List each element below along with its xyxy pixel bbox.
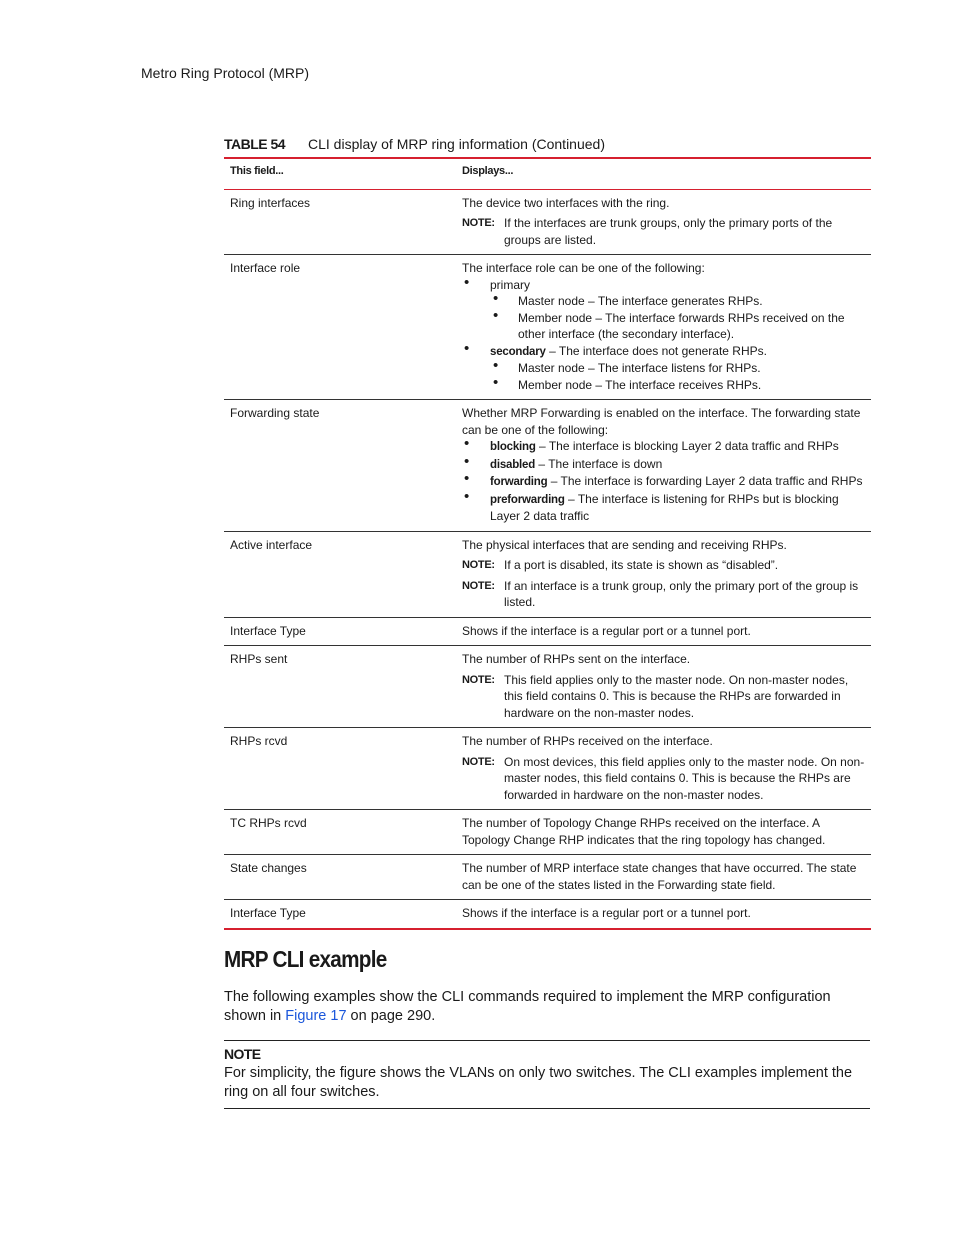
note-text: This field applies only to the master node. On non-master nodes, this field contains 0. This is because the RHPs are forwarded in hardware on the non-master nodes. xyxy=(504,672,849,720)
state-keyword: disabled xyxy=(490,458,536,471)
role-text: – The interface does not generate RHPs. xyxy=(545,343,767,358)
role-list xyxy=(462,277,865,394)
list-item: • Member node – The interface receives RHPs. xyxy=(490,377,865,394)
field-name: State changes xyxy=(224,855,456,900)
role-keyword: secondary xyxy=(490,345,546,358)
field-name: Interface Type xyxy=(224,900,456,929)
note-text: If the interfaces are trunk groups, only the primary ports of the groups are listed. xyxy=(504,216,833,247)
description-text: The device two interfaces with the ring. xyxy=(462,195,670,210)
list-item xyxy=(462,456,865,474)
field-name: RHPs rcvd xyxy=(224,728,456,810)
list-item xyxy=(462,491,865,525)
role-name: primary xyxy=(490,277,531,292)
mrp-info-table xyxy=(224,157,871,930)
list-item: • Master node – The interface generates RHPs. xyxy=(490,293,865,310)
table-row xyxy=(224,728,871,810)
field-description: Shows if the interface is a regular port or a tunnel port. xyxy=(456,900,871,929)
description-text: The number of RHPs received on the interface. xyxy=(462,734,713,748)
field-description xyxy=(456,400,871,532)
list-item xyxy=(462,277,865,343)
field-name: RHPs sent xyxy=(224,646,456,728)
state-keyword: blocking xyxy=(490,441,536,453)
table-row xyxy=(224,855,871,900)
table-row xyxy=(224,531,871,617)
intro-paragraph xyxy=(224,988,870,1026)
note xyxy=(462,672,865,722)
state-keyword: forwarding xyxy=(490,476,548,488)
note-box xyxy=(224,1040,870,1109)
table-row xyxy=(224,189,871,255)
field-description xyxy=(456,646,871,728)
note-label: NOTE: xyxy=(462,217,495,229)
table-title: CLI display of MRP ring information (Continued) xyxy=(308,136,605,152)
note xyxy=(462,215,865,248)
note-text: If an interface is a trunk group, only the primary port of the group is listed. xyxy=(504,578,859,609)
list-item xyxy=(462,343,865,394)
list-item: • Master node – The interface listens for RHPs. xyxy=(490,360,865,377)
field-description: The number of MRP interface state changes that have occurred. The state can be one of the states listed in the Forwarding state field. xyxy=(456,855,871,900)
column-header-displays: Displays... xyxy=(456,158,871,189)
state-list xyxy=(462,438,865,525)
column-header-field: This field... xyxy=(224,158,456,189)
note-heading: NOTE xyxy=(224,1046,261,1062)
field-description: The number of Topology Change RHPs received on the interface. A Topology Change RHP indicates that the ring topology has changed. xyxy=(456,810,871,855)
list-item: • Member node – The interface forwards RHPs received on the other interface (the secondary interface). xyxy=(490,310,865,343)
sub-list xyxy=(490,293,865,343)
note-body: For simplicity, the figure shows the VLANs on only two switches. The CLI examples implement the ring on all four switches. xyxy=(224,1065,853,1100)
description-text: The interface role can be one of the following: xyxy=(462,261,705,275)
note-label: NOTE: xyxy=(462,559,495,571)
table-row xyxy=(224,617,871,646)
field-description: Shows if the interface is a regular port or a tunnel port. xyxy=(456,617,871,646)
table-row xyxy=(224,646,871,728)
paragraph-text-end: on page 290. xyxy=(346,1008,436,1024)
description-text: Whether MRP Forwarding is enabled on the interface. The forwarding state can be one of the following: xyxy=(462,406,861,437)
running-head: Metro Ring Protocol (MRP) xyxy=(141,65,310,81)
table-label: TABLE 54 xyxy=(224,136,286,152)
state-text: – The interface is blocking Layer 2 data traffic and RHPs xyxy=(535,439,839,453)
field-name: Interface role xyxy=(224,255,456,400)
list-item xyxy=(462,438,865,456)
state-text: – The interface is forwarding Layer 2 data traffic and RHPs xyxy=(547,474,863,488)
note xyxy=(462,557,865,574)
note-text: If a port is disabled, its state is shown as “disabled”. xyxy=(504,558,779,572)
note-text: On most devices, this field applies only to the master node. On non-master nodes, this field contains 0. This is because the RHPs are forwarded in hardware on the non-master nodes. xyxy=(504,754,865,802)
table-caption xyxy=(224,136,605,152)
state-keyword: preforwarding xyxy=(490,493,565,506)
table-row xyxy=(224,400,871,532)
table-row xyxy=(224,900,871,929)
paragraph-text: The following examples show the CLI commands required to implement the MRP configuration shown in xyxy=(224,989,831,1024)
state-text: – The interface is down xyxy=(535,456,663,471)
figure-link[interactable]: Figure 17 xyxy=(285,1008,347,1024)
field-name: Forwarding state xyxy=(224,400,456,532)
description-text: The number of RHPs sent on the interface. xyxy=(462,652,691,666)
note-label: NOTE: xyxy=(462,673,495,686)
table-row xyxy=(224,255,871,400)
note-label: NOTE: xyxy=(462,579,495,592)
field-description xyxy=(456,189,871,255)
field-name: Interface Type xyxy=(224,617,456,646)
list-item xyxy=(462,473,865,491)
section-heading: MRP CLI example xyxy=(224,946,387,972)
table-row xyxy=(224,810,871,855)
description-text: The physical interfaces that are sending and receiving RHPs. xyxy=(462,537,787,552)
field-name: TC RHPs rcvd xyxy=(224,810,456,855)
note xyxy=(462,754,865,804)
note-label: NOTE: xyxy=(462,755,495,768)
state-text: – The interface is listening for RHPs but is blocking Layer 2 data traffic xyxy=(490,491,839,523)
field-name: Active interface xyxy=(224,531,456,617)
note xyxy=(462,578,865,611)
field-description xyxy=(456,255,871,400)
field-description xyxy=(456,728,871,810)
sub-list xyxy=(490,360,865,393)
field-name: Ring interfaces xyxy=(230,195,311,210)
table-header-row xyxy=(224,158,871,189)
field-description xyxy=(456,531,871,617)
